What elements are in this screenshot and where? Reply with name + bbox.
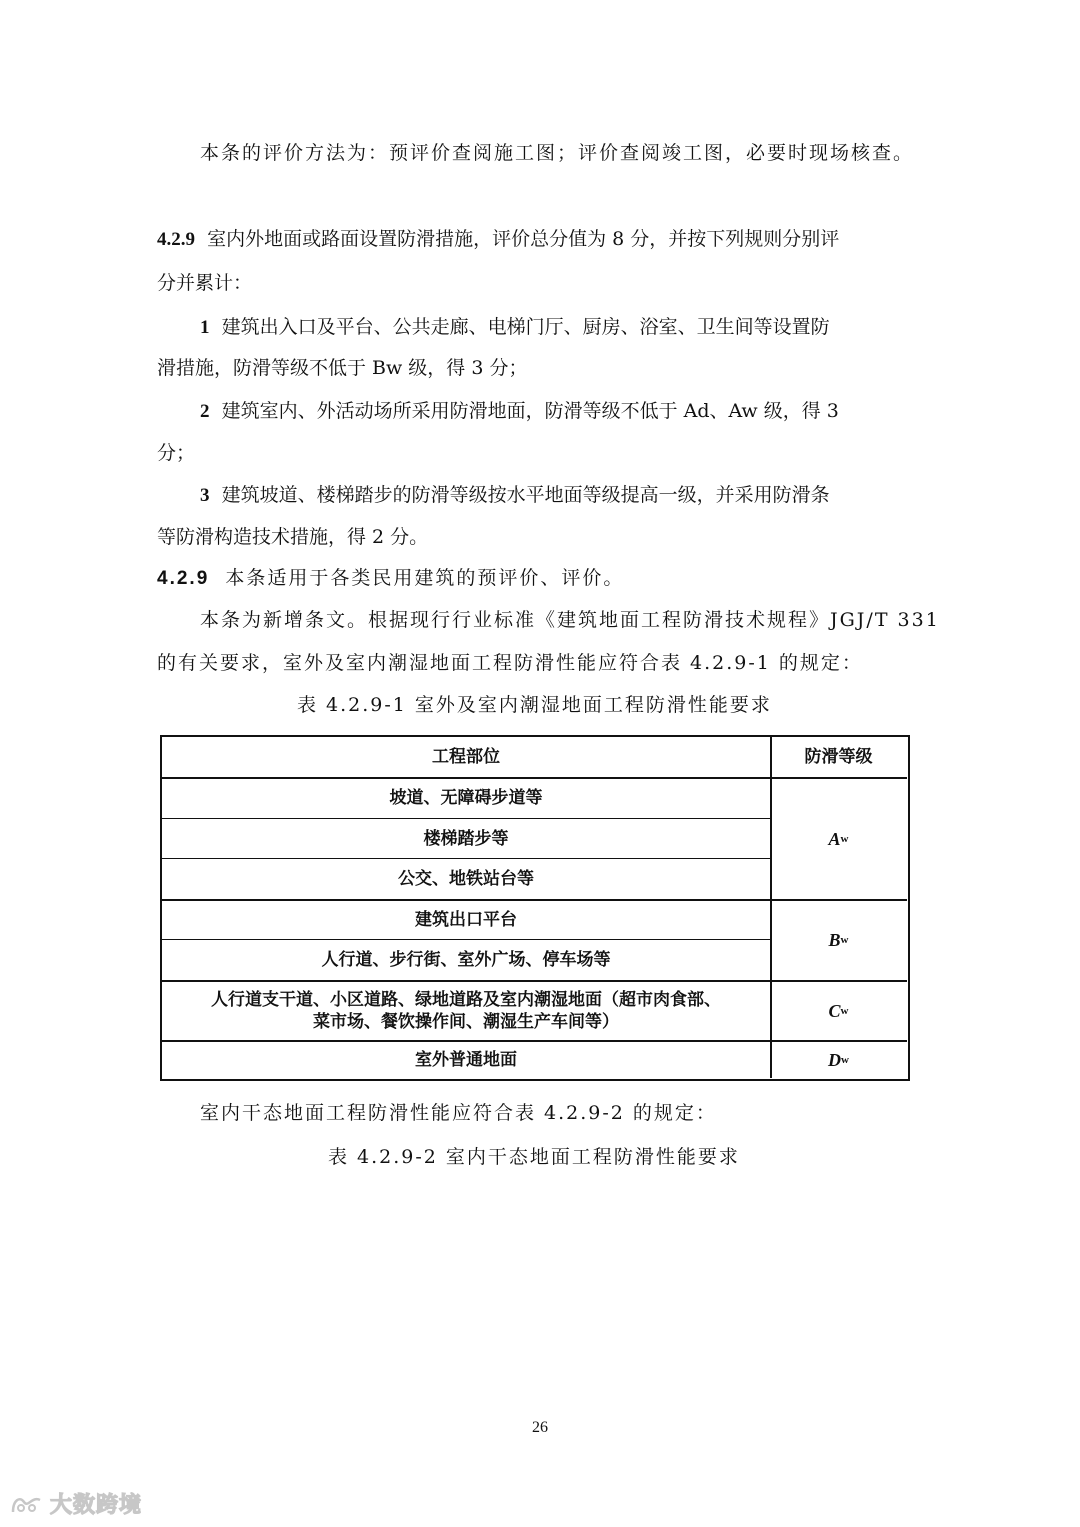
new-clause-line2: 的有关要求，室外及室内潮湿地面工程防滑性能应符合表 4.2.9-1 的规定： (157, 652, 863, 674)
explanation-text: 本条适用于各类民用建筑的预评价、评价。 (225, 567, 625, 589)
grade-b-sub: w (840, 934, 849, 946)
grade-c-sub: w (840, 1005, 849, 1017)
item-1-text: 建筑出入口及平台、公共走廊、电梯门厅、厨房、浴室、卫生间等设置防 (221, 316, 830, 338)
item-2-line1 (200, 398, 839, 425)
table-row-location: 建筑出口平台 (415, 910, 517, 930)
clause-4-2-9-line1 (157, 226, 839, 253)
grade-a-sub: w (840, 832, 849, 845)
item-2-text: 建筑室内、外活动场所采用防滑地面，防滑等级不低于 Ad、Aw 级，得 3 (221, 400, 839, 422)
table-row-location-line1: 人行道支干道、小区道路、绿地道路及室内潮湿地面（超市肉食部、 (211, 990, 721, 1010)
item-2-number: 2 (200, 401, 210, 422)
item-3-line2: 等防滑构造技术措施，得 2 分。 (157, 526, 429, 548)
grade-c-letter: C (828, 1001, 841, 1021)
table-row-location: 公交、地铁站台等 (398, 869, 534, 889)
table-row-location: 室外普通地面 (415, 1050, 517, 1070)
clause-4-2-9-line2: 分并累计： (157, 272, 253, 294)
watermark-logo-icon (10, 1492, 44, 1516)
page-number: 26 (532, 1419, 548, 1436)
watermark-text: 大数跨境 (50, 1493, 143, 1518)
table-row-location-line2: 菜市场、餐饮操作间、潮湿生产车间等） (313, 1012, 619, 1032)
slip-resistance-table (160, 735, 910, 1081)
table-row-location-multiline (162, 981, 770, 1041)
grade-cell-c (770, 981, 907, 1041)
item-3-text: 建筑坡道、楼梯踏步的防滑等级按水平地面等级提高一级，并采用防滑条 (221, 484, 830, 506)
new-clause-line1: 本条为新增条文。根据现行行业标准《建筑地面工程防滑技术规程》JGJ/T 331 (200, 609, 940, 631)
item-2-line2: 分； (157, 442, 196, 464)
table-row-location: 楼梯踏步等 (423, 829, 509, 849)
clause-text: 室内外地面或路面设置防滑措施，评价总分值为 8 分，并按下列规则分别评 (207, 228, 840, 250)
grade-d-letter: D (828, 1050, 842, 1070)
grade-cell-b (770, 900, 907, 980)
grade-b-letter: B (828, 930, 841, 950)
explanation-line (157, 565, 624, 592)
item-3-number: 3 (200, 485, 210, 506)
grade-cell-d (770, 1041, 907, 1079)
table-header-grade: 防滑等级 (804, 747, 873, 767)
clause-number: 4.2.9 (157, 229, 195, 250)
table1-caption: 表 4.2.9-1 室外及室内潮湿地面工程防滑性能要求 (297, 694, 772, 716)
after-table-paragraph: 室内干态地面工程防滑性能应符合表 4.2.9-2 的规定： (200, 1102, 717, 1124)
item-3-line1 (200, 482, 830, 509)
grade-d-sub: w (841, 1054, 849, 1066)
table-header-location: 工程部位 (432, 747, 500, 767)
item-1-line2: 滑措施，防滑等级不低于 Bw 级，得 3 分； (157, 357, 528, 379)
item-1-number: 1 (200, 317, 210, 338)
item-1-line1 (200, 314, 830, 341)
grade-a-letter: A (828, 828, 841, 849)
table-row-location: 人行道、步行街、室外广场、停车场等 (321, 950, 611, 970)
explanation-number: 4.2.9 (157, 568, 210, 589)
grade-cell-a (770, 778, 907, 899)
table2-caption: 表 4.2.9-2 室内干态地面工程防滑性能要求 (328, 1146, 740, 1168)
table-row-location: 坡道、无障碍步道等 (389, 788, 543, 808)
method-paragraph: 本条的评价方法为：预评价查阅施工图；评价查阅竣工图，必要时现场核查。 (200, 142, 915, 164)
watermark (10, 1488, 142, 1519)
